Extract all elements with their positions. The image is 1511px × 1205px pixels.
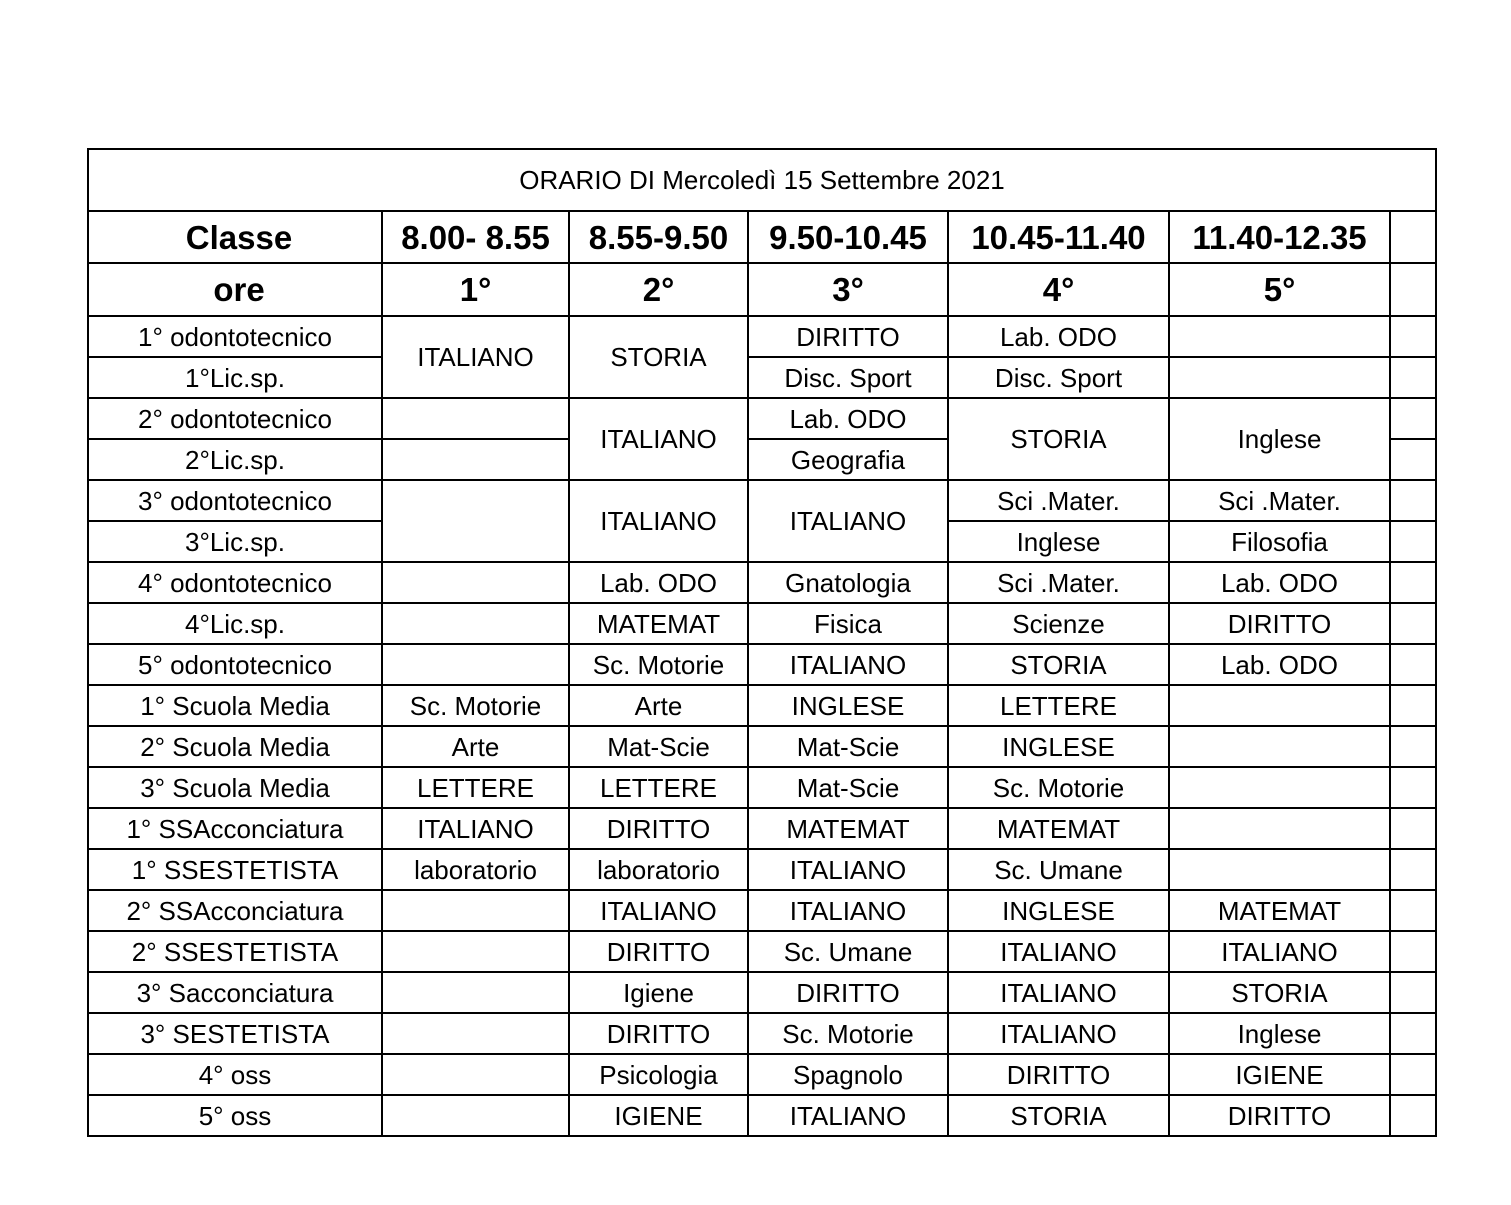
table-row <box>88 1013 1436 1054</box>
lesson-cell: Disc. Sport <box>948 357 1169 398</box>
lesson-cell <box>1169 767 1390 808</box>
table-row <box>88 849 1436 890</box>
lesson-cell: MATEMAT <box>748 808 948 849</box>
table-row <box>88 398 1436 439</box>
lesson-cell: Fisica <box>748 603 948 644</box>
lesson-cell: Mat-Scie <box>569 726 748 767</box>
lesson-cell: ITALIANO <box>748 849 948 890</box>
table-row <box>88 644 1436 685</box>
lesson-cell <box>1169 726 1390 767</box>
ore-header: ore <box>88 263 382 316</box>
hour-4: 4° <box>948 263 1169 316</box>
extra-cell <box>1390 1095 1436 1136</box>
extra-cell <box>1390 521 1436 562</box>
extra-cell <box>1390 972 1436 1013</box>
extra-cell <box>1390 562 1436 603</box>
lesson-cell <box>382 1013 569 1054</box>
table-row <box>88 1054 1436 1095</box>
lesson-cell: DIRITTO <box>569 931 748 972</box>
lesson-cell <box>1169 357 1390 398</box>
extra-cell <box>1390 1013 1436 1054</box>
lesson-cell: DIRITTO <box>1169 1095 1390 1136</box>
hour-2: 2° <box>569 263 748 316</box>
class-name: 1° SSAcconciatura <box>88 808 382 849</box>
lesson-cell: Filosofia <box>1169 521 1390 562</box>
lesson-cell: STORIA <box>569 316 748 398</box>
table-row <box>88 972 1436 1013</box>
lesson-cell <box>1169 685 1390 726</box>
class-name: 1°Lic.sp. <box>88 357 382 398</box>
hour-1: 1° <box>382 263 569 316</box>
extra-cell <box>1390 808 1436 849</box>
lesson-cell: Sc. Motorie <box>569 644 748 685</box>
lesson-cell: Inglese <box>1169 1013 1390 1054</box>
lesson-cell: Sci .Mater. <box>948 562 1169 603</box>
lesson-cell: Arte <box>569 685 748 726</box>
extra-cell <box>1390 685 1436 726</box>
table-row <box>88 931 1436 972</box>
lesson-cell: Lab. ODO <box>1169 644 1390 685</box>
lesson-cell: Sc. Motorie <box>948 767 1169 808</box>
header-times-row <box>88 211 1436 263</box>
lesson-cell: ITALIANO <box>569 398 748 480</box>
lesson-cell <box>382 890 569 931</box>
extra-cell <box>1390 439 1436 480</box>
class-name: 2° Scuola Media <box>88 726 382 767</box>
lesson-cell <box>382 480 569 562</box>
lesson-cell <box>382 972 569 1013</box>
class-name: 5° oss <box>88 1095 382 1136</box>
lesson-cell: STORIA <box>948 1095 1169 1136</box>
lesson-cell: ITALIANO <box>748 1095 948 1136</box>
table-row <box>88 1095 1436 1136</box>
lesson-cell: laboratorio <box>569 849 748 890</box>
lesson-cell: ITALIANO <box>748 480 948 562</box>
lesson-cell: Inglese <box>948 521 1169 562</box>
lesson-cell: DIRITTO <box>1169 603 1390 644</box>
lesson-cell: Sci .Mater. <box>1169 480 1390 521</box>
lesson-cell: Igiene <box>569 972 748 1013</box>
lesson-cell <box>382 603 569 644</box>
lesson-cell: ITALIANO <box>1169 931 1390 972</box>
lesson-cell: INGLESE <box>948 890 1169 931</box>
schedule-table <box>87 148 1437 1137</box>
class-name: 3° Scuola Media <box>88 767 382 808</box>
extra-cell <box>1390 480 1436 521</box>
extra-cell <box>1390 263 1436 316</box>
class-name: 2° SSAcconciatura <box>88 890 382 931</box>
extra-cell <box>1390 890 1436 931</box>
class-name: 2°Lic.sp. <box>88 439 382 480</box>
lesson-cell: Disc. Sport <box>748 357 948 398</box>
extra-cell <box>1390 398 1436 439</box>
table-row <box>88 316 1436 357</box>
lesson-cell: ITALIANO <box>569 890 748 931</box>
time-slot-4: 10.45-11.40 <box>948 211 1169 263</box>
lesson-cell: DIRITTO <box>569 1013 748 1054</box>
lesson-cell: MATEMAT <box>948 808 1169 849</box>
hour-5: 5° <box>1169 263 1390 316</box>
lesson-cell <box>382 1054 569 1095</box>
lesson-cell <box>1169 808 1390 849</box>
lesson-cell: DIRITTO <box>948 1054 1169 1095</box>
lesson-cell: Spagnolo <box>748 1054 948 1095</box>
lesson-cell: Lab. ODO <box>1169 562 1390 603</box>
lesson-cell: Lab. ODO <box>948 316 1169 357</box>
lesson-cell: DIRITTO <box>569 808 748 849</box>
lesson-cell: DIRITTO <box>748 316 948 357</box>
lesson-cell: INGLESE <box>748 685 948 726</box>
lesson-cell: Sc. Umane <box>748 931 948 972</box>
lesson-cell: MATEMAT <box>1169 890 1390 931</box>
table-row <box>88 685 1436 726</box>
table-row <box>88 726 1436 767</box>
lesson-cell: DIRITTO <box>748 972 948 1013</box>
table-row <box>88 767 1436 808</box>
extra-cell <box>1390 316 1436 357</box>
lesson-cell: Lab. ODO <box>569 562 748 603</box>
class-name: 2° SSESTETISTA <box>88 931 382 972</box>
extra-cell <box>1390 603 1436 644</box>
lesson-cell: ITALIANO <box>382 316 569 398</box>
lesson-cell: ITALIANO <box>748 644 948 685</box>
lesson-cell: Sci .Mater. <box>948 480 1169 521</box>
lesson-cell: STORIA <box>948 644 1169 685</box>
lesson-cell <box>1169 316 1390 357</box>
lesson-cell: Psicologia <box>569 1054 748 1095</box>
lesson-cell: ITALIANO <box>569 480 748 562</box>
lesson-cell: Arte <box>382 726 569 767</box>
class-name: 4° odontotecnico <box>88 562 382 603</box>
lesson-cell: Gnatologia <box>748 562 948 603</box>
lesson-cell <box>382 931 569 972</box>
class-name: 2° odontotecnico <box>88 398 382 439</box>
lesson-cell: Lab. ODO <box>748 398 948 439</box>
extra-cell <box>1390 644 1436 685</box>
table-row <box>88 480 1436 521</box>
time-slot-1: 8.00- 8.55 <box>382 211 569 263</box>
class-name: 4° oss <box>88 1054 382 1095</box>
lesson-cell: Sc. Motorie <box>382 685 569 726</box>
lesson-cell: Mat-Scie <box>748 726 948 767</box>
extra-cell <box>1390 849 1436 890</box>
time-slot-3: 9.50-10.45 <box>748 211 948 263</box>
extra-cell <box>1390 931 1436 972</box>
lesson-cell: Inglese <box>1169 398 1390 480</box>
lesson-cell: laboratorio <box>382 849 569 890</box>
table-row <box>88 603 1436 644</box>
lesson-cell: LETTERE <box>382 767 569 808</box>
lesson-cell: LETTERE <box>569 767 748 808</box>
extra-cell <box>1390 726 1436 767</box>
lesson-cell <box>382 562 569 603</box>
lesson-cell: Sc. Motorie <box>748 1013 948 1054</box>
class-name: 3° SESTETISTA <box>88 1013 382 1054</box>
lesson-cell <box>1169 849 1390 890</box>
extra-cell <box>1390 1054 1436 1095</box>
class-name: 1° odontotecnico <box>88 316 382 357</box>
table-row <box>88 357 1436 398</box>
class-name: 3° Sacconciatura <box>88 972 382 1013</box>
lesson-cell: ITALIANO <box>382 808 569 849</box>
lesson-cell: ITALIANO <box>948 931 1169 972</box>
lesson-cell: Geografia <box>748 439 948 480</box>
extra-cell <box>1390 211 1436 263</box>
lesson-cell: INGLESE <box>948 726 1169 767</box>
schedule-title: ORARIO DI Mercoledì 15 Settembre 2021 <box>88 149 1436 211</box>
lesson-cell: ITALIANO <box>948 1013 1169 1054</box>
extra-cell <box>1390 767 1436 808</box>
time-slot-2: 8.55-9.50 <box>569 211 748 263</box>
table-row <box>88 808 1436 849</box>
lesson-cell: IGIENE <box>1169 1054 1390 1095</box>
lesson-cell <box>382 439 569 480</box>
class-name: 3° odontotecnico <box>88 480 382 521</box>
lesson-cell: LETTERE <box>948 685 1169 726</box>
table-row <box>88 562 1436 603</box>
class-name: 4°Lic.sp. <box>88 603 382 644</box>
lesson-cell: Scienze <box>948 603 1169 644</box>
lesson-cell: STORIA <box>948 398 1169 480</box>
hour-3: 3° <box>748 263 948 316</box>
class-name: 5° odontotecnico <box>88 644 382 685</box>
lesson-cell: Sc. Umane <box>948 849 1169 890</box>
lesson-cell <box>382 1095 569 1136</box>
lesson-cell: STORIA <box>1169 972 1390 1013</box>
lesson-cell: IGIENE <box>569 1095 748 1136</box>
lesson-cell: ITALIANO <box>948 972 1169 1013</box>
class-name: 1° Scuola Media <box>88 685 382 726</box>
lesson-cell: ITALIANO <box>748 890 948 931</box>
table-row <box>88 890 1436 931</box>
time-slot-5: 11.40-12.35 <box>1169 211 1390 263</box>
class-name: 3°Lic.sp. <box>88 521 382 562</box>
class-name: 1° SSESTETISTA <box>88 849 382 890</box>
lesson-cell: MATEMAT <box>569 603 748 644</box>
classe-header: Classe <box>88 211 382 263</box>
extra-cell <box>1390 357 1436 398</box>
header-hours-row <box>88 263 1436 316</box>
lesson-cell <box>382 398 569 439</box>
lesson-cell: Mat-Scie <box>748 767 948 808</box>
lesson-cell <box>382 644 569 685</box>
